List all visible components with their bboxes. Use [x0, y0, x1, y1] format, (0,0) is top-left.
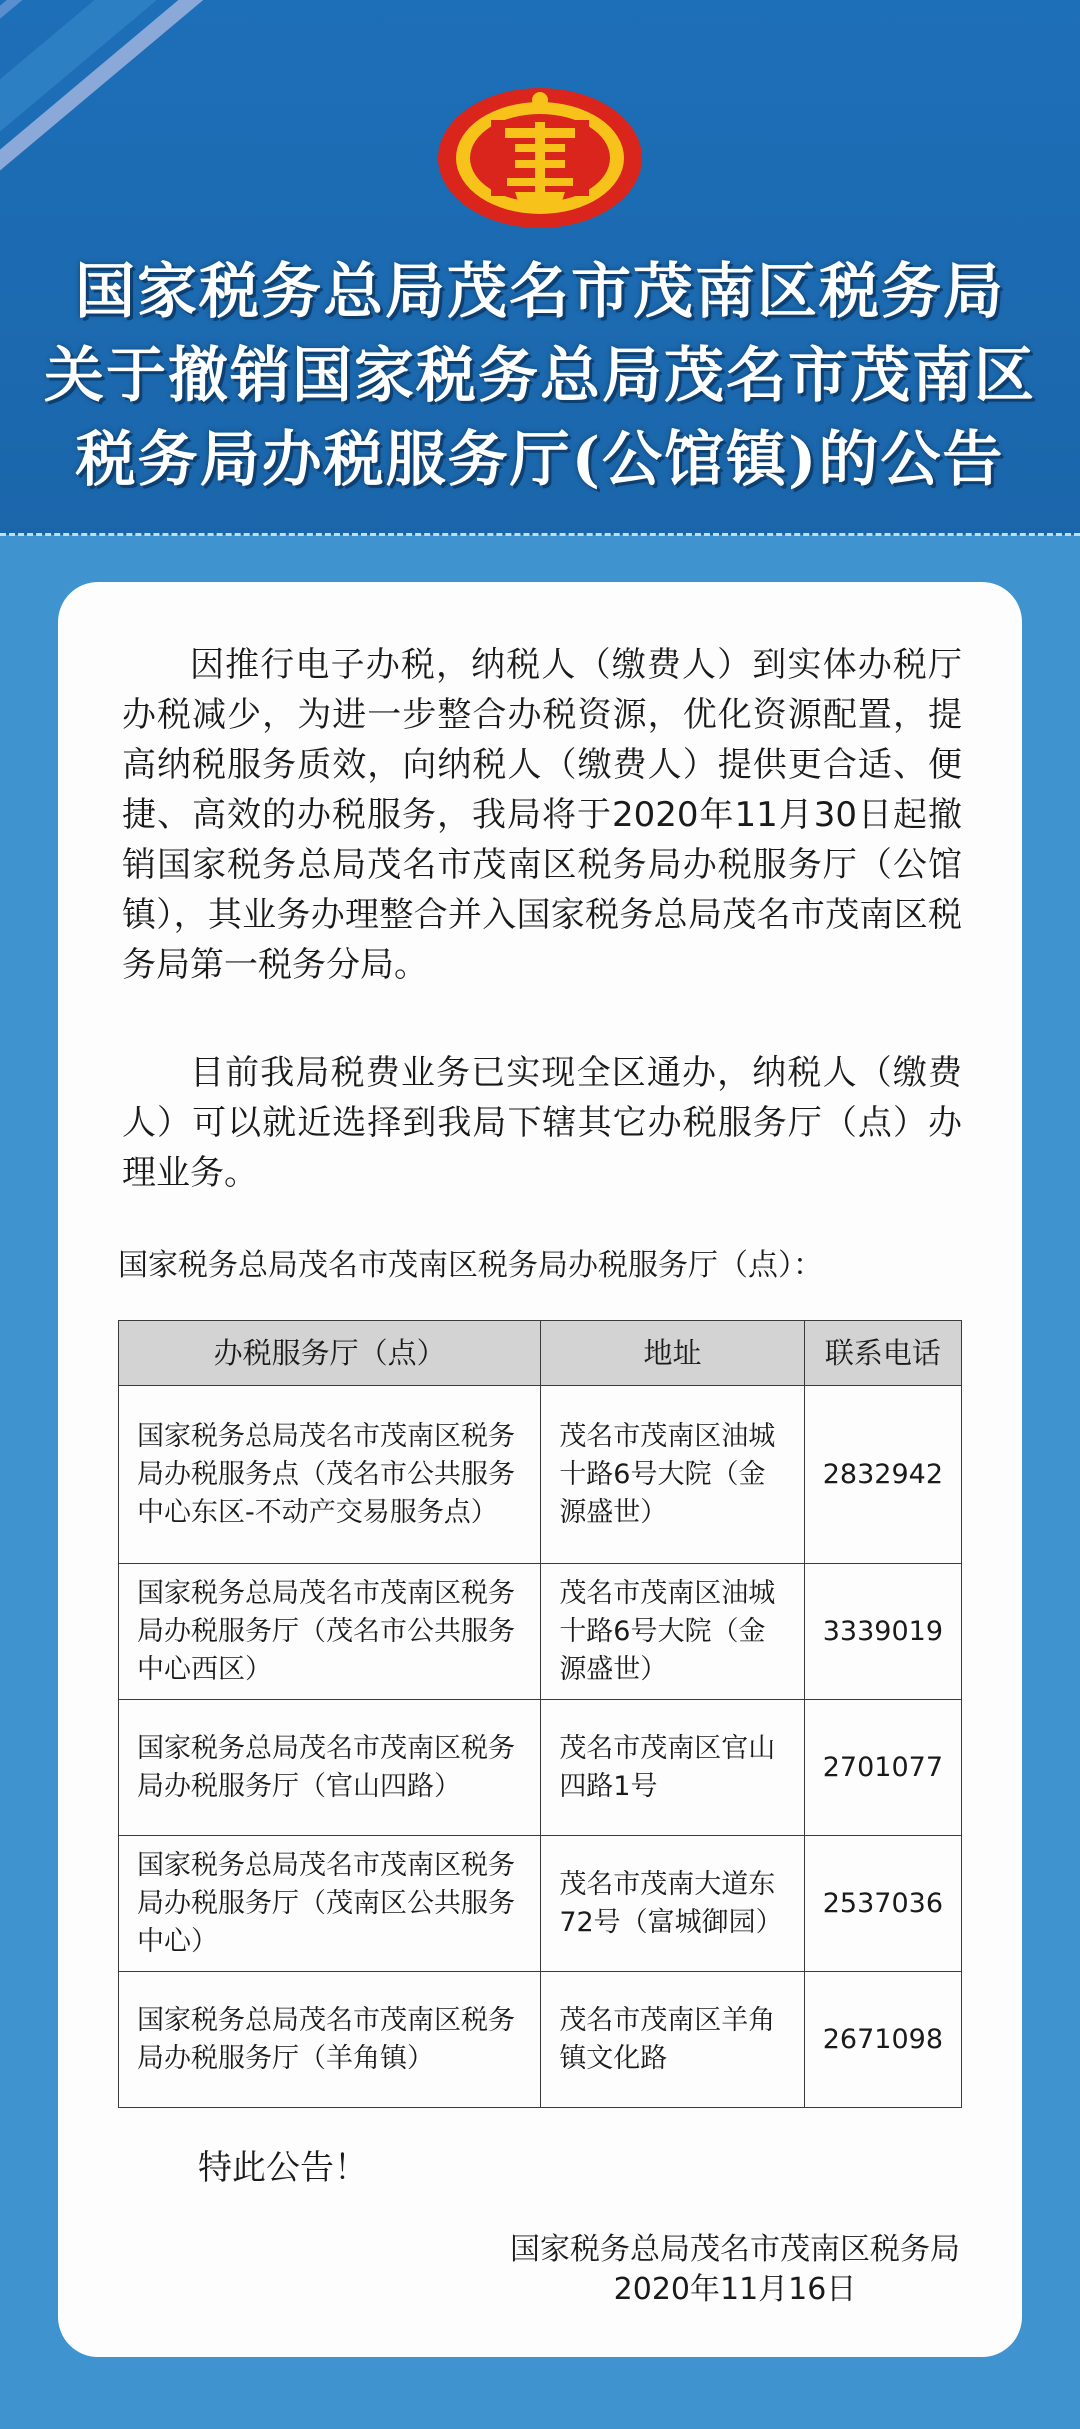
office-address: 茂名市茂南大道东72号（富城御园） [541, 1836, 804, 1972]
table-row [119, 1386, 962, 1564]
office-address: 茂名市茂南区油城十路6号大院（金源盛世） [541, 1386, 804, 1564]
office-name: 国家税务总局茂名市茂南区税务局办税服务点（茂名市公共服务中心东区-不动产交易服务点） [119, 1386, 541, 1564]
table-row [119, 1836, 962, 1972]
closing-notice: 特此公告！ [198, 2148, 368, 2188]
office-name: 国家税务总局茂名市茂南区税务局办税服务厅（官山四路） [119, 1700, 541, 1836]
service-office-table [118, 1320, 962, 2108]
title-line: 税务局办税服务厅(公馆镇)的公告 [75, 425, 1005, 495]
table-title: 国家税务总局茂名市茂南区税务局办税服务厅（点）： [118, 1248, 823, 1283]
office-name: 国家税务总局茂名市茂南区税务局办税服务厅（茂南区公共服务中心） [119, 1836, 541, 1972]
table-row [119, 1972, 962, 2108]
office-phone: 2537036 [804, 1836, 961, 1972]
page-title [0, 250, 1080, 502]
decorative-stripe [0, 0, 227, 211]
column-header: 联系电话 [804, 1321, 961, 1386]
issuing-authority: 国家税务总局茂名市茂南区税务局 [510, 2232, 960, 2267]
office-address: 茂名市茂南区官山四路1号 [541, 1700, 804, 1836]
office-phone: 2671098 [804, 1972, 961, 2108]
column-header: 地址 [541, 1321, 804, 1386]
office-phone: 3339019 [804, 1564, 961, 1700]
office-name: 国家税务总局茂名市茂南区税务局办税服务厅（羊角镇） [119, 1972, 541, 2108]
office-phone: 2701077 [804, 1700, 961, 1836]
table-header-row [119, 1321, 962, 1386]
title-line: 关于撤销国家税务总局茂名市茂南区 [44, 341, 1036, 411]
header-banner [0, 0, 1080, 535]
office-address: 茂名市茂南区油城十路6号大院（金源盛世） [541, 1564, 804, 1700]
office-phone: 2832942 [804, 1386, 961, 1564]
office-address: 茂名市茂南区羊角镇文化路 [541, 1972, 804, 2108]
title-line: 国家税务总局茂名市茂南区税务局 [75, 257, 1005, 327]
table-row [119, 1700, 962, 1836]
column-header: 办税服务厅（点） [119, 1321, 541, 1386]
signature-block [440, 2230, 960, 2310]
announcement-paragraph: 目前我局税费业务已实现全区通办，纳税人（缴费人）可以就近选择到我局下辖其它办税服务厅（点）办理业务。 [122, 1053, 962, 1193]
tax-emblem-icon [435, 82, 645, 232]
office-name: 国家税务总局茂名市茂南区税务局办税服务厅（茂名市公共服务中心西区） [119, 1564, 541, 1700]
decorative-stripe [0, 0, 272, 212]
dashed-divider [0, 533, 1080, 536]
issue-date: 2020年11月16日 [613, 2272, 857, 2307]
announcement-paragraph: 因推行电子办税，纳税人（缴费人）到实体办税厅办税减少，为进一步整合办税资源，优化资源配置，提高纳税服务质效，向纳税人（缴费人）提供更合适、便捷、高效的办税服务，我局将于2020年11月30日起撤销国家税务总局茂名市茂南区税务局办税服务厅（公馆镇），其业务办理整合并入国家税务总局茂名市茂南区税务局第一税务分局。 [122, 645, 962, 985]
table-row [119, 1564, 962, 1700]
